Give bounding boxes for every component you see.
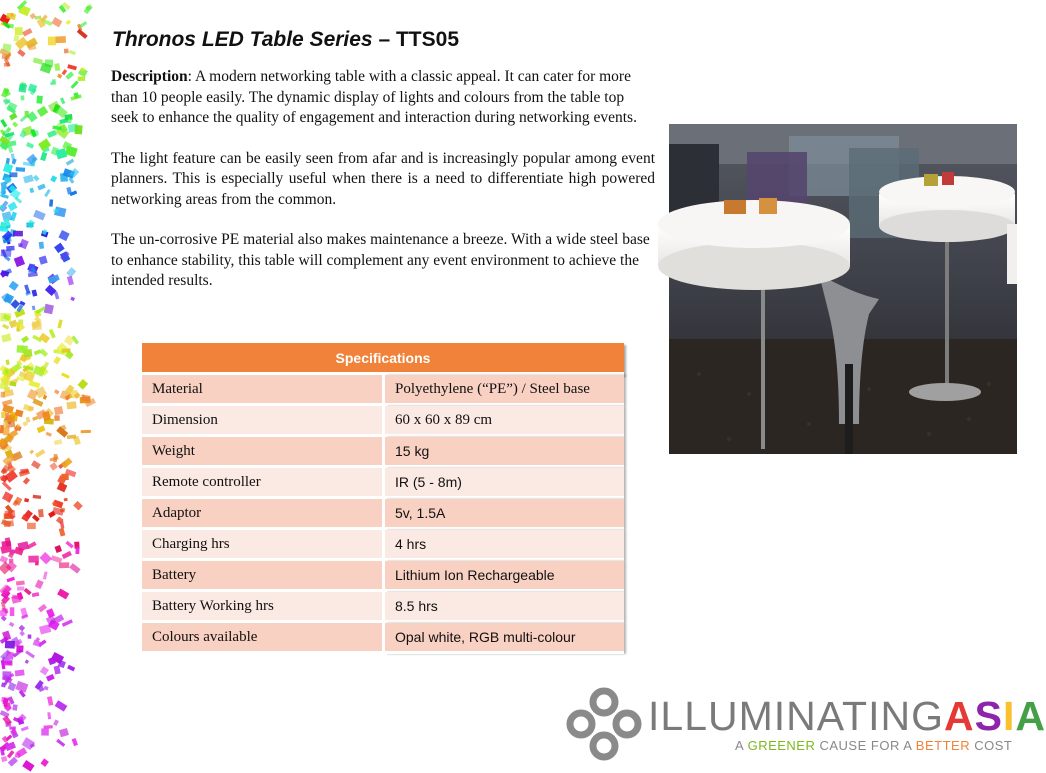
confetti-piece <box>9 281 19 291</box>
confetti-piece <box>32 398 43 407</box>
confetti-piece <box>44 686 49 691</box>
confetti-piece <box>53 454 57 462</box>
confetti-piece <box>50 175 57 182</box>
confetti-piece <box>51 17 62 27</box>
confetti-piece <box>58 230 69 241</box>
confetti-piece <box>39 242 45 249</box>
confetti-piece <box>41 758 49 766</box>
confetti-piece <box>72 738 78 746</box>
logo-asia-letter: S <box>974 693 1003 739</box>
confetti-piece <box>37 106 48 117</box>
confetti-piece <box>56 739 65 747</box>
confetti-piece <box>8 682 17 691</box>
confetti-piece <box>7 145 13 153</box>
confetti-piece <box>15 669 25 676</box>
logo-word-illuminating: ILLUMINATING <box>648 693 944 739</box>
logo-rings-icon <box>564 687 644 761</box>
confetti-piece <box>40 152 47 161</box>
tagline-part: CAUSE FOR A <box>815 738 916 753</box>
confetti-graphic <box>0 0 110 768</box>
spec-value: 4 hrs <box>385 530 624 561</box>
confetti-piece <box>40 666 49 675</box>
confetti-piece <box>28 380 40 388</box>
confetti-piece <box>70 297 75 301</box>
confetti-piece <box>31 460 41 469</box>
confetti-piece <box>62 551 72 559</box>
confetti-piece <box>66 159 75 166</box>
confetti-piece <box>48 37 56 46</box>
confetti-piece <box>17 49 25 57</box>
table-row <box>142 406 624 437</box>
table-row <box>142 437 624 468</box>
confetti-piece <box>49 199 53 206</box>
tagline-greener: GREENER <box>747 738 816 753</box>
confetti-piece <box>53 719 59 726</box>
confetti-piece <box>65 72 74 80</box>
confetti-piece <box>24 284 30 293</box>
description-label: Description <box>111 68 188 85</box>
confetti-piece <box>9 622 15 627</box>
confetti-piece <box>33 175 40 182</box>
spec-label: Colours available <box>142 623 385 654</box>
spec-value: 60 x 60 x 89 cm <box>385 406 624 437</box>
description-block <box>111 67 655 312</box>
confetti-piece <box>43 571 48 579</box>
confetti-piece <box>25 650 35 658</box>
spec-value: 15 kg <box>385 437 624 468</box>
confetti-piece <box>46 432 52 437</box>
confetti-piece <box>67 118 72 123</box>
confetti-piece <box>67 276 74 286</box>
confetti-piece <box>60 521 65 529</box>
spec-label: Adaptor <box>142 499 385 530</box>
confetti-piece <box>62 69 68 75</box>
confetti-piece <box>54 406 64 415</box>
confetti-piece <box>62 619 73 627</box>
confetti-piece <box>39 624 51 634</box>
spec-label: Weight <box>142 437 385 468</box>
confetti-piece <box>37 184 45 191</box>
confetti-piece <box>32 592 40 597</box>
confetti-piece <box>16 167 26 172</box>
title-dash: – <box>372 28 396 51</box>
confetti-piece <box>38 138 51 151</box>
confetti-piece <box>46 674 55 682</box>
table-row <box>142 468 624 499</box>
confetti-piece <box>6 99 10 103</box>
confetti-piece <box>8 757 18 767</box>
confetti-piece <box>81 430 91 433</box>
confetti-piece <box>55 700 68 711</box>
confetti-piece <box>0 555 8 563</box>
confetti-piece <box>54 63 60 71</box>
logo-wordmark <box>648 695 1046 737</box>
confetti-piece <box>21 95 25 100</box>
confetti-piece <box>49 462 57 470</box>
confetti-piece <box>2 481 12 491</box>
confetti-piece <box>10 607 15 616</box>
confetti-piece <box>57 319 62 328</box>
confetti-piece <box>54 439 62 445</box>
confetti-piece <box>71 81 79 89</box>
table-row <box>142 530 624 561</box>
spec-label: Charging hrs <box>142 530 385 561</box>
confetti-piece <box>24 498 29 502</box>
confetti-piece <box>64 49 69 54</box>
tagline-better: BETTER <box>915 738 971 753</box>
confetti-piece <box>9 559 14 563</box>
confetti-piece <box>13 231 23 237</box>
confetti-piece <box>33 495 42 499</box>
confetti-piece <box>57 73 62 78</box>
table-row <box>142 561 624 592</box>
confetti-piece <box>54 389 60 394</box>
illuminating-asia-logo <box>560 685 1046 765</box>
logo-asia-letter: A <box>944 693 975 739</box>
confetti-piece <box>75 547 79 554</box>
confetti-piece <box>73 501 83 511</box>
confetti-piece <box>23 404 33 412</box>
confetti-piece <box>1 182 7 189</box>
confetti-piece <box>35 580 44 590</box>
product-photo <box>669 124 1017 454</box>
confetti-piece <box>9 172 17 177</box>
confetti-piece <box>78 379 89 390</box>
confetti-piece <box>29 188 34 193</box>
confetti-piece <box>78 77 85 81</box>
logo-word-asia <box>944 693 1046 739</box>
confetti-piece <box>41 728 49 735</box>
confetti-piece <box>47 130 57 138</box>
confetti-piece <box>33 210 46 221</box>
confetti-piece <box>59 728 69 737</box>
confetti-piece <box>66 401 76 409</box>
confetti-piece <box>21 336 29 343</box>
confetti-piece <box>36 95 42 103</box>
confetti-piece <box>18 243 22 247</box>
table-row <box>142 375 624 406</box>
tagline-part: COST <box>970 738 1013 753</box>
confetti-piece <box>26 142 34 149</box>
confetti-piece <box>12 704 17 710</box>
confetti-piece <box>47 696 53 706</box>
confetti-piece <box>23 477 30 484</box>
confetti-piece <box>65 20 71 25</box>
confetti-piece <box>28 556 39 563</box>
confetti-piece <box>31 289 37 296</box>
description-paragraph-2: The light feature can be easily seen from afar and is increasingly popular among event planners. This is especially useful when there is a need to differentiate high powered networking areas from the common. <box>111 149 655 208</box>
confetti-piece <box>0 425 4 433</box>
confetti-piece <box>35 449 45 458</box>
confetti-piece <box>32 321 42 330</box>
confetti-piece <box>29 449 34 454</box>
confetti-piece <box>38 509 44 517</box>
logo-tagline <box>735 738 1012 753</box>
logo-asia-letter: I <box>1002 693 1016 739</box>
confetti-piece <box>80 21 88 28</box>
confetti-piece <box>32 305 36 310</box>
spec-value: Opal white, RGB multi-colour <box>385 623 624 654</box>
table-row <box>142 499 624 530</box>
confetti-piece <box>39 552 51 564</box>
confetti-piece <box>39 349 48 358</box>
page-title <box>112 28 459 52</box>
confetti-piece <box>25 659 29 663</box>
led-table-photo-graphic <box>669 124 1017 454</box>
confetti-piece <box>17 541 29 551</box>
confetti-piece <box>18 625 25 632</box>
title-code: TTS05 <box>395 28 460 51</box>
spec-value: 5v, 1.5A <box>385 499 624 530</box>
table-row <box>142 592 624 623</box>
confetti-piece <box>14 256 25 267</box>
spec-label: Battery Working hrs <box>142 592 385 623</box>
confetti-piece <box>22 760 34 772</box>
confetti-piece <box>25 111 29 118</box>
spec-value: Lithium Ion Rechargeable <box>385 561 624 592</box>
confetti-piece <box>2 324 9 330</box>
confetti-piece <box>14 35 20 41</box>
spec-value: IR (5 - 8m) <box>385 468 624 499</box>
confetti-piece <box>54 415 59 421</box>
confetti-piece <box>67 665 75 672</box>
confetti-piece <box>67 64 77 70</box>
confetti-piece <box>64 498 68 502</box>
title-series: Thronos LED Table Series <box>112 28 373 51</box>
confetti-piece <box>6 577 15 583</box>
confetti-piece <box>77 29 88 39</box>
confetti-piece <box>7 750 14 758</box>
confetti-piece <box>59 528 66 537</box>
confetti-piece <box>15 27 23 35</box>
confetti-piece <box>69 50 76 55</box>
confetti-decoration <box>0 0 110 768</box>
confetti-piece <box>39 256 48 265</box>
confetti-piece <box>62 348 71 352</box>
confetti-piece <box>0 119 7 128</box>
confetti-piece <box>6 246 14 251</box>
confetti-piece <box>0 610 7 616</box>
spec-value: Polyethylene (“PE”) / Steel base <box>385 375 624 406</box>
confetti-piece <box>1 333 11 342</box>
description-paragraph-3: The un-corrosive PE material also makes maintenance a breeze. With a wide steel base to enhance stability, this table will complement any event environment to achieve the intended results. <box>111 231 650 289</box>
table-row <box>142 623 624 654</box>
confetti-piece <box>51 555 63 563</box>
confetti-piece <box>53 356 61 364</box>
confetti-piece <box>1 392 5 398</box>
spec-label: Remote controller <box>142 468 385 499</box>
confetti-piece <box>44 725 53 729</box>
confetti-piece <box>0 313 11 321</box>
confetti-piece <box>17 587 24 591</box>
confetti-piece <box>16 580 25 585</box>
confetti-piece <box>69 563 80 574</box>
confetti-piece <box>27 523 36 529</box>
confetti-piece <box>1 756 7 762</box>
specifications-table <box>142 343 624 654</box>
specifications-header: Specifications <box>142 343 624 375</box>
confetti-piece <box>18 83 27 92</box>
description-paragraph-1 <box>111 67 655 129</box>
confetti-piece <box>54 666 61 675</box>
confetti-piece <box>33 57 43 64</box>
confetti-piece <box>5 510 16 519</box>
confetti-piece <box>3 661 12 666</box>
confetti-piece <box>5 641 15 649</box>
logo-asia-letter: A <box>1015 693 1046 739</box>
spec-label: Battery <box>142 561 385 592</box>
confetti-piece <box>37 425 46 433</box>
description-text-1: : A modern networking table with a classic appeal. It can cater for more than 10 people easily. The dynamic display of lights and colours from the table top seek to enhance the quality of engagement and interaction during networking events. <box>111 68 637 126</box>
tagline-part: A <box>735 738 748 753</box>
spec-value: 8.5 hrs <box>385 592 624 623</box>
confetti-piece <box>61 372 70 378</box>
confetti-piece <box>38 604 47 613</box>
confetti-piece <box>55 36 66 43</box>
confetti-piece <box>44 189 51 197</box>
spec-label: Material <box>142 375 385 406</box>
confetti-piece <box>74 125 82 134</box>
confetti-piece <box>2 399 13 406</box>
confetti-piece <box>3 163 13 173</box>
confetti-piece <box>32 416 38 421</box>
confetti-piece <box>24 588 32 595</box>
confetti-piece <box>28 634 32 638</box>
confetti-piece <box>47 712 51 719</box>
spec-label: Dimension <box>142 406 385 437</box>
confetti-piece <box>1 697 9 703</box>
confetti-piece <box>0 710 10 718</box>
table-header-row <box>142 343 624 375</box>
confetti-piece <box>62 474 69 480</box>
confetti-piece <box>21 726 29 731</box>
confetti-piece <box>22 28 32 36</box>
confetti-piece <box>5 359 9 365</box>
confetti-piece <box>8 202 18 212</box>
confetti-piece <box>66 267 76 277</box>
confetti-piece <box>66 187 72 195</box>
confetti-piece <box>57 588 69 599</box>
confetti-piece <box>23 175 34 184</box>
confetti-piece <box>54 545 62 553</box>
confetti-piece <box>12 121 18 127</box>
confetti-piece <box>65 541 73 549</box>
confetti-piece <box>81 395 90 402</box>
confetti-piece <box>19 631 25 637</box>
confetti-piece <box>54 243 65 254</box>
confetti-piece <box>17 345 28 353</box>
confetti-piece <box>60 97 65 104</box>
confetti-piece <box>53 209 58 212</box>
confetti-piece <box>49 329 56 339</box>
